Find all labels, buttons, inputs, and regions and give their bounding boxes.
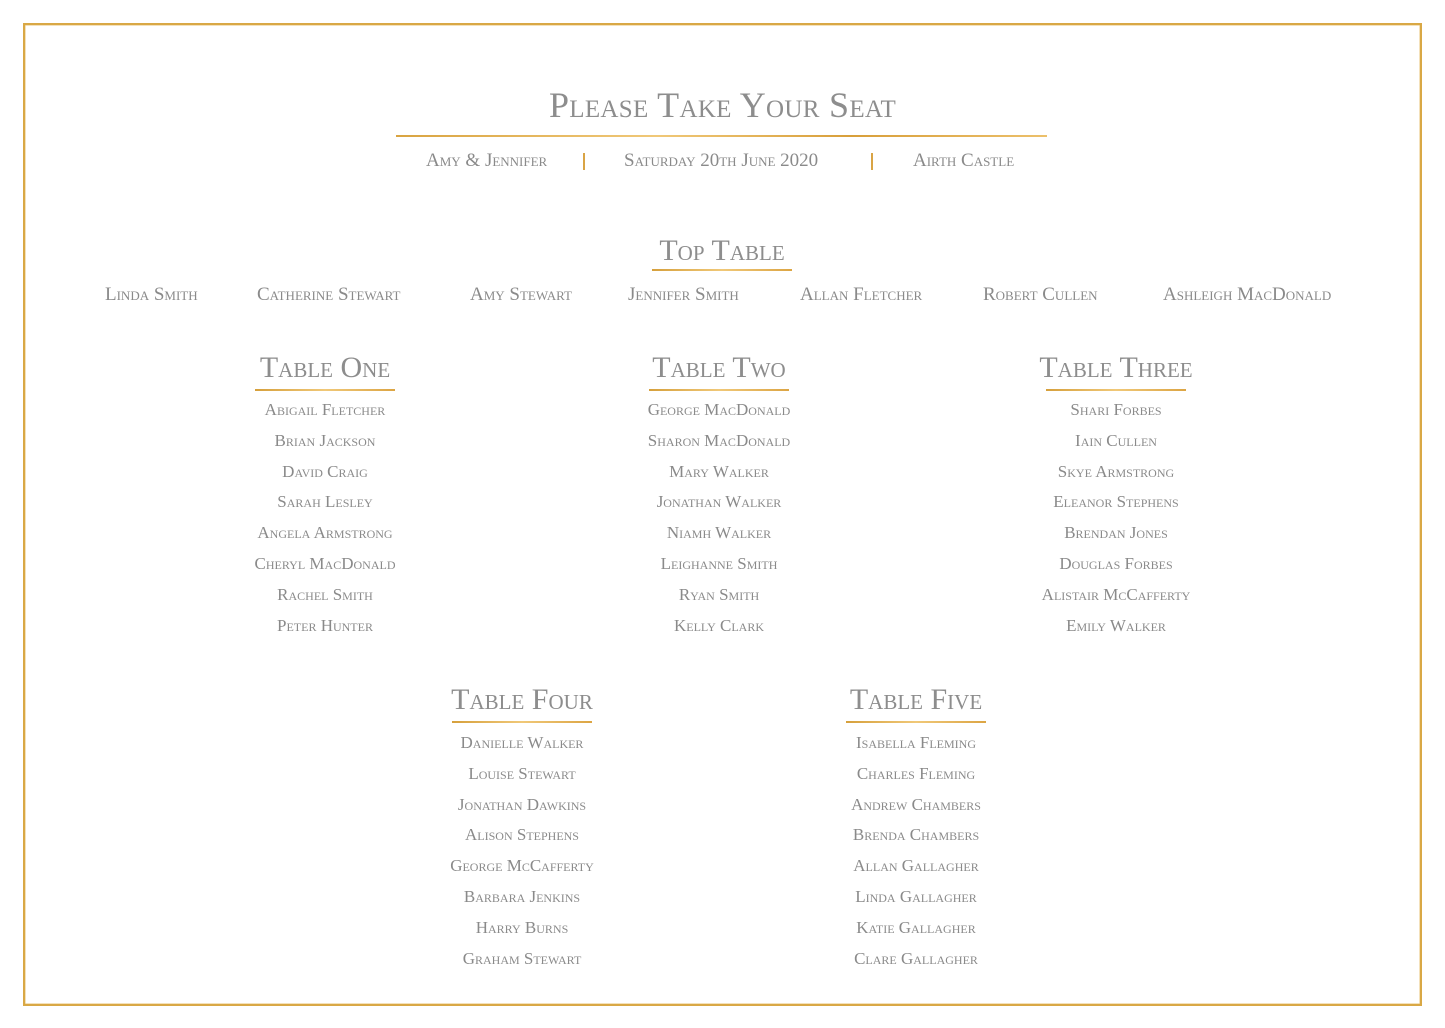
table-four-divider [452, 721, 592, 723]
guest-name: Peter Hunter [277, 615, 373, 635]
guest-name: Brenda Chambers [852, 825, 980, 845]
table-two-guest-list [619, 395, 819, 641]
couple-names: Amy & Jennifer [426, 150, 548, 171]
info-separator [583, 153, 585, 170]
guest-name: Brian Jackson [274, 430, 376, 450]
table-two-heading: Table Two [652, 351, 786, 384]
guest-name: Harry Burns [475, 917, 569, 937]
title-divider [396, 135, 1047, 137]
top-table-guest: Ashleigh MacDonald [1163, 284, 1332, 305]
guest-name: Ryan Smith [678, 584, 760, 604]
table-one-heading: Table One [259, 351, 391, 384]
guest-name: Isabella Fleming [855, 733, 977, 752]
guest-name: Alistair McCafferty [1041, 584, 1191, 604]
event-date: Saturday 20th June 2020 [624, 150, 819, 171]
guest-name: Linda Gallagher [855, 886, 977, 906]
info-separator [871, 153, 873, 170]
guest-name: Charles Fleming [856, 763, 976, 783]
guest-name: Cheryl MacDonald [254, 553, 396, 573]
top-table-guest: Linda Smith [105, 284, 198, 305]
guest-name: Sarah Lesley [277, 492, 373, 512]
guest-name: Douglas Forbes [1059, 553, 1173, 573]
guest-name: Emily Walker [1066, 615, 1166, 635]
table-three-heading: Table Three [1039, 351, 1193, 384]
guest-name: Jonathan Dawkins [457, 794, 587, 814]
table-five-heading: Table Five [849, 683, 983, 716]
guest-name: Louise Stewart [468, 763, 576, 783]
guest-name: Kelly Clark [674, 615, 764, 635]
guest-name: Danielle Walker [460, 733, 584, 752]
guest-name: Shari Forbes [1070, 400, 1162, 419]
top-table-guest: Allan Fletcher [800, 284, 923, 305]
top-table-guest: Jennifer Smith [628, 284, 739, 305]
guest-name: Abigail Fletcher [264, 400, 386, 419]
top-table-guest: Amy Stewart [470, 284, 572, 305]
top-table-guest: Catherine Stewart [257, 284, 401, 305]
guest-name: Andrew Chambers [851, 794, 981, 814]
guest-name: Graham Stewart [462, 948, 582, 968]
table-five-guest-list [816, 728, 1016, 974]
guest-name: Mary Walker [669, 461, 769, 481]
guest-name: Niamh Walker [666, 523, 772, 543]
guest-name: Alison Stephens [465, 825, 579, 845]
guest-name: Allan Gallagher [853, 856, 979, 876]
guest-name: Jonathan Walker [656, 492, 782, 512]
table-one-divider [255, 389, 395, 391]
guest-name: Brendan Jones [1064, 523, 1168, 543]
guest-name: Iain Cullen [1075, 430, 1157, 450]
top-table-guest: Robert Cullen [983, 284, 1098, 305]
table-four-guest-list [422, 728, 622, 974]
guest-name: Sharon MacDonald [647, 430, 791, 450]
table-three-divider [1046, 389, 1186, 391]
guest-name: Clare Gallagher [854, 948, 978, 968]
table-one-guest-list [225, 395, 425, 641]
guest-name: Barbara Jenkins [463, 886, 581, 906]
event-venue: Airth Castle [913, 150, 1015, 171]
guest-name: Eleanor Stephens [1053, 492, 1179, 512]
table-two-divider [649, 389, 789, 391]
guest-name: Angela Armstrong [257, 523, 393, 543]
guest-name: George MacDonald [647, 400, 791, 419]
table-five-divider [846, 721, 986, 723]
guest-name: Skye Armstrong [1057, 461, 1175, 481]
guest-name: David Craig [282, 461, 368, 481]
guest-name: Leighanne Smith [660, 553, 778, 573]
page-title: Please Take Your Seat [548, 85, 897, 125]
table-four-heading: Table Four [451, 683, 593, 716]
table-three-guest-list [1016, 395, 1216, 641]
top-table-heading: Top Table [659, 234, 785, 267]
guest-name: Katie Gallagher [856, 917, 976, 937]
top-table-divider [652, 269, 792, 271]
guest-name: Rachel Smith [277, 584, 373, 604]
guest-name: George McCafferty [450, 856, 594, 876]
